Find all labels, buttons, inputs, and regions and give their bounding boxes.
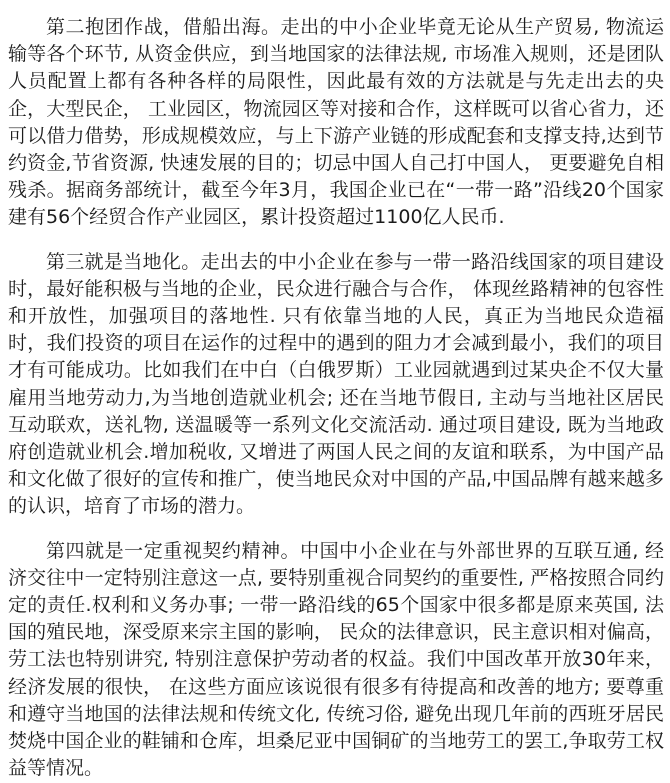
paragraph-contract-spirit: 第四就是一定重视契约精神。中国中小企业在与外部世界的互联互通, 经济交往中一定特别注意这一点, 要特别重视合同契约的重要性, 严格按照合同约定的责任.权利和义务办事; 一带一路沿线的65个国家中很多都是原来英国, 法国的殖民地，深受原来宗主国的影响， 民众的法律意识，民主意识相对偏高，劳工法也特别讲究, 特别注意保护劳动者的权益。我们中国改革开放30年来，经济发展的很快， 在这些方面应该说很有很多有待提高和改善的地方; 要尊重和遵守当地国的法律法规和传统文化, 传统习俗, 避免出现几年前的西班牙居民焚烧中国企业的鞋铺和仓库，坦桑尼亚中国铜矿的当地劳工的罢工,争取劳工权益等情况。	[8, 539, 664, 780]
paragraph-localization: 第三就是当地化。走出去的中小企业在参与一带一路沿线国家的项目建设时，最好能积极与当地的企业，民众进行融合与合作， 体现丝路精神的包容性和开放性，加强项目的落地性. 只有依靠当地的人民，真正为当地民众造福时，我们投资的项目在运作的过程中的遇到的阻力才会减到最小，我们的项目才有可能成功。比如我们在中白（白俄罗斯）工业园就遇到过某央企不仅大量雇用当地劳动力,为当地创造就业机会; 还在当地节假日, 主动与当地社区居民互动联欢，送礼物, 送温暖等一系列文化交流活动. 通过项目建设, 既为当地政府创造就业机会.增加税收, 又增进了两国人民之间的友谊和联系，为中国产品和文化做了很好的宣传和推广，使当地民众对中国的产品,中国品牌有越来越多的认识，培育了市场的潜力。	[8, 250, 664, 518]
paragraph-team-up: 第二抱团作战，借船出海。走出的中小企业毕竟无论从生产贸易, 物流运输等各个环节, 从资金供应，到当地国家的法律法规, 市场准入规则，还是团队人员配置上都有各种各样的局限性，因此最有效的方法就是与先走出去的央企，大型民企， 工业园区，物流园区等对接和合作，这样既可以省心省力，还可以借力借势，形成规模效应，与上下游产业链的形成配套和支撑支持,达到节约资金,节省资源, 快速发展的目的；切忌中国人自己打中国人， 更要避免自相残杀。据商务部统计，截至今年3月，我国企业已在“一带一路”沿线20个国家建有56个经贸合作产业园区，累计投资超过1100亿人民币.	[8, 16, 664, 229]
